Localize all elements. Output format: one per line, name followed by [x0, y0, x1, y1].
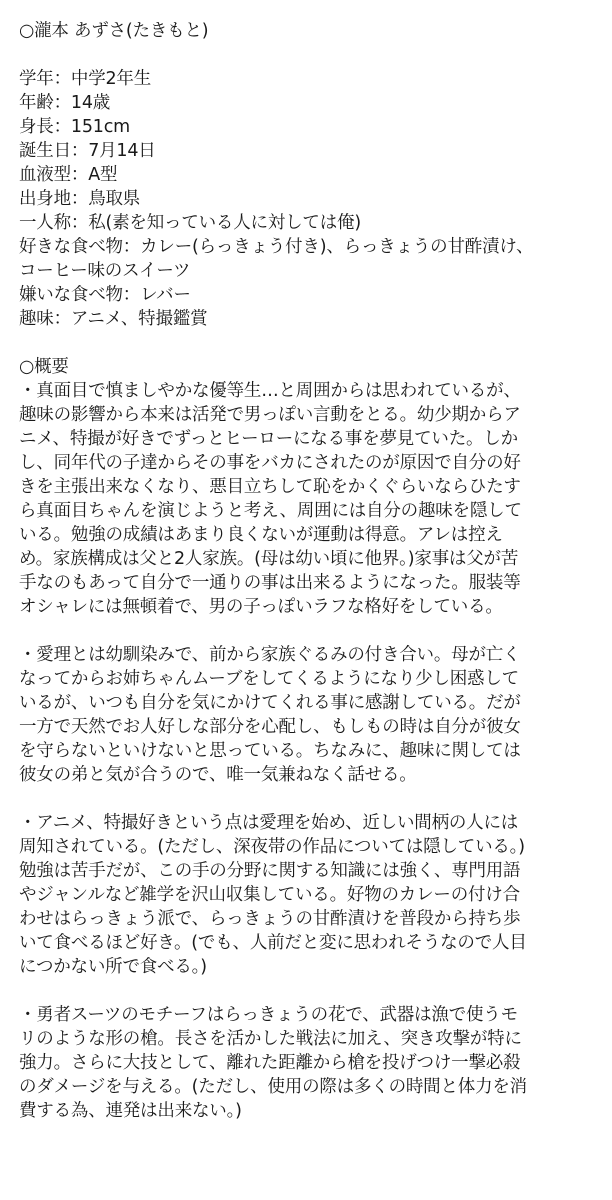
overview-paragraph-1: [19, 379, 599, 619]
paragraph-line: 強力。さらに大技として、離れた距離から槍を投げつけ一撃必殺: [19, 1053, 521, 1073]
paragraph-line: し、同年代の子達からその事をバカにされたのが原因で自分の好: [19, 453, 521, 473]
profile-fields: [19, 67, 599, 331]
field-hometown: 出身地：鳥取県: [19, 189, 141, 209]
field-grade: 学年：中学2年生: [19, 69, 152, 89]
paragraph-line: 彼女の弟と気が合うので、唯一気兼ねなく話せる。: [19, 765, 417, 785]
field-height: 身長：151cm: [19, 117, 130, 137]
paragraph-line: につかない所で食べる。): [19, 957, 207, 977]
paragraph-line: のダメージを与える。(ただし、使用の際は多くの時間と体力を消: [19, 1077, 527, 1097]
field-birthday: 誕生日：7月14日: [19, 141, 156, 161]
paragraph-line: 一方で天然でお人好しな部分を心配し、もしもの時は自分が彼女: [19, 717, 521, 737]
overview-paragraph-2: [19, 643, 599, 787]
paragraph-line: 手なのもあって自分で一通りの事は出来るようになった。服装等: [19, 573, 521, 593]
paragraph-line: やジャンルなど雑学を沢山収集している。好物のカレーの付け合: [19, 885, 520, 905]
spacer: [19, 787, 599, 811]
paragraph-line: ・勇者スーツのモチーフはらっきょうの花で、武器は漁で使うモ: [19, 1005, 518, 1025]
paragraph-line: ・アニメ、特撮好きという点は愛理を始め、近しい間柄の人には: [19, 813, 519, 833]
paragraph-line: わせはらっきょう派で、らっきょうの甘酢漬けを普段から持ち歩: [19, 909, 521, 929]
paragraph-line: ニメ、特撮が好きでずっとヒーローになる事を夢見ていた。しか: [19, 429, 518, 449]
paragraph-line: ・真面目で慎ましやかな優等生…と周囲からは思われているが、: [19, 381, 521, 401]
field-blood-type: 血液型：A型: [19, 165, 118, 185]
paragraph-line: ら真面目ちゃんを演じようと考え、周囲には自分の趣味を隠して: [19, 501, 522, 521]
paragraph-line: リのような形の槍。長さを活かした戦法に加え、突き攻撃が特に: [19, 1029, 522, 1049]
spacer: [19, 43, 599, 67]
paragraph-line: め。家族構成は父と2人家族。(母は幼い頃に他界。)家事は父が苦: [19, 549, 519, 569]
overview-paragraph-3: [19, 811, 599, 979]
paragraph-line: なってからお姉ちゃんムーブをしてくるようになり少し困惑して: [19, 669, 519, 689]
character-profile-document: [19, 19, 599, 1123]
field-disliked-food: 嫌いな食べ物：レバー: [19, 285, 191, 305]
paragraph-line: オシャレには無頓着で、男の子っぽいラフな格好をしている。: [19, 597, 503, 617]
spacer: [19, 619, 599, 643]
field-favorite-food-cont: コーヒー味のスイーツ: [19, 261, 191, 281]
field-favorite-food: 好きな食べ物：カレー(らっきょう付き)、らっきょうの甘酢漬け、: [19, 237, 534, 257]
character-name-heading: ○瀧本 あずさ(たきもと): [19, 21, 209, 41]
paragraph-line: いる。勉強の成績はあまり良くないが運動は得意。アレは控え: [19, 525, 503, 545]
field-hobby: 趣味：アニメ、特撮鑑賞: [19, 309, 208, 329]
paragraph-line: きを主張出来なくなり、悪目立ちして恥をかくぐらいならひたす: [19, 477, 521, 497]
paragraph-line: いるが、いつも自分を気にかけてくれる事に感謝している。だが: [19, 693, 521, 713]
field-age: 年齢：14歳: [19, 93, 111, 113]
spacer: [19, 979, 599, 1003]
paragraph-line: 費する為、連発は出来ない。): [19, 1101, 242, 1121]
paragraph-line: いて食べるほど好き。(でも、人前だと変に思われそうなので人目: [19, 933, 527, 953]
overview-heading: ○概要: [19, 357, 69, 377]
paragraph-line: 趣味の影響から本来は活発で男っぽい言動をとる。幼少期からア: [19, 405, 521, 425]
paragraph-line: を守らないといけないと思っている。ちなみに、趣味に関しては: [19, 741, 521, 761]
spacer: [19, 331, 599, 355]
paragraph-line: 周知されている。(ただし、深夜帯の作品については隠している。): [19, 837, 525, 857]
field-first-person: 一人称：私(素を知っている人に対しては俺): [19, 213, 361, 233]
paragraph-line: 勉強は苦手だが、この手の分野に関する知識には強く、専門用語: [19, 861, 521, 881]
paragraph-line: ・愛理とは幼馴染みで、前から家族ぐるみの付き合い。母が亡く: [19, 645, 521, 665]
overview-paragraph-4: [19, 1003, 599, 1123]
